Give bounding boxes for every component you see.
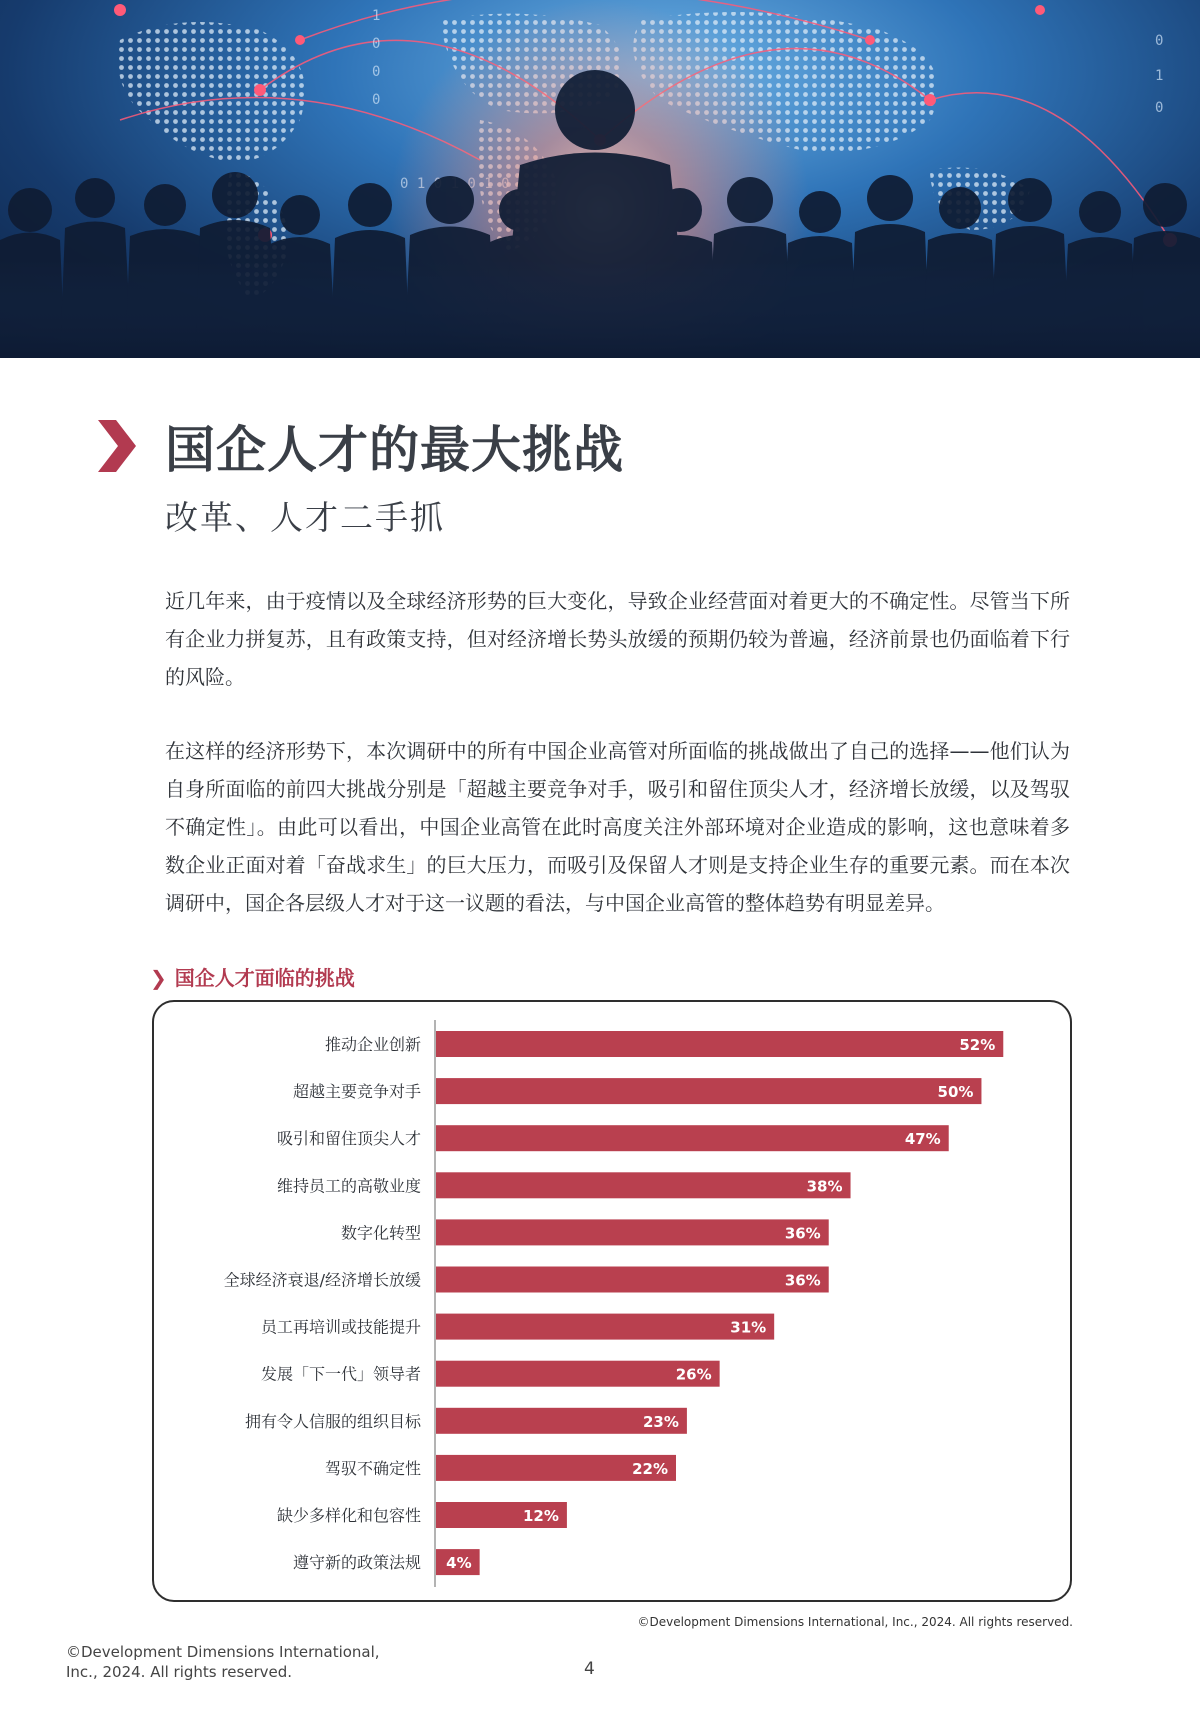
- bar: [436, 1031, 1003, 1057]
- category-label: 缺少多样化和包容性: [276, 1506, 421, 1525]
- page-number: 4: [584, 1659, 595, 1679]
- footer-copyright: ©Development Dimensions International, Inc., 2024. All rights reserved.: [66, 1643, 380, 1681]
- bar-value-label: 50%: [937, 1083, 974, 1102]
- bar-value-label: 36%: [784, 1224, 821, 1243]
- category-label: 员工再培训或技能提升: [260, 1317, 421, 1337]
- bar: [436, 1125, 949, 1151]
- svg-text:0: 0: [372, 36, 381, 52]
- bar: [436, 1314, 774, 1340]
- bar-value-label: 36%: [784, 1271, 821, 1290]
- chevron-right-icon: [96, 418, 138, 474]
- svg-text:0: 0: [372, 92, 381, 108]
- intro-paragraph: 近几年来，由于疫情以及全球经济形势的巨大变化，导致企业经营面对着更大的不确定性。尽管当下所有企业力拼复苏，且有政策支持，但对经济增长势头放缓的预期仍较为普遍，经济前景也仍面临着下行的风险。: [165, 589, 1070, 689]
- bar-value-label: 47%: [904, 1130, 941, 1149]
- bar-value-label: 22%: [632, 1459, 668, 1478]
- bar: [436, 1219, 829, 1245]
- analysis-paragraph: 在这样的经济形势下，本次调研中的所有中国企业高管对所面临的挑战做出了自己的选择——他们认为自身所面临的前四大挑战分别是「超越主要竞争对手，吸引和留住顶尖人才，经济增长放缓，以及驾驭不确定性」。由此可以看出，中国企业高管在此时高度关注外部环境对企业造成的影响，这也意味着多数企业正面对着「奋战求生」的巨大压力，而吸引及保留人才则是支持企业生存的重要元素。而在本次调研中，国企各层级人才对于这一议题的看法，与中国企业高管的整体趋势有明显差异。: [165, 739, 1070, 915]
- page-subtitle: 改革、人才二手抓: [165, 498, 445, 537]
- bar: [436, 1267, 829, 1293]
- bar: [436, 1172, 851, 1198]
- category-label: 数字化转型: [340, 1223, 421, 1243]
- bar-chart-container: [152, 1000, 1072, 1602]
- bar-value-label: 4%: [446, 1554, 472, 1573]
- category-label: 超越主要竞争对手: [292, 1082, 421, 1102]
- category-label: 遵守新的政策法规: [292, 1553, 421, 1573]
- svg-text:0: 0: [1155, 33, 1164, 49]
- bar-value-label: 38%: [806, 1177, 843, 1196]
- svg-text:0: 0: [1155, 100, 1164, 116]
- category-label: 吸引和留住顶尖人才: [276, 1129, 421, 1149]
- category-label: 推动企业创新: [324, 1035, 421, 1054]
- bar: [436, 1078, 981, 1104]
- svg-text:0: 0: [372, 64, 381, 80]
- bar-value-label: 52%: [959, 1036, 996, 1054]
- category-label: 驾驭不确定性: [324, 1458, 421, 1478]
- bar-value-label: 31%: [730, 1318, 767, 1337]
- chevron-right-icon: ❯: [150, 966, 167, 990]
- chart-title: 国企人才面临的挑战: [174, 966, 355, 990]
- category-label: 维持员工的高敬业度: [276, 1176, 421, 1196]
- page-title: 国企人才的最大挑战: [165, 421, 624, 479]
- svg-text:1: 1: [372, 8, 381, 24]
- bar-value-label: 12%: [523, 1507, 559, 1525]
- category-label: 全球经济衰退/经济增长放缓: [223, 1270, 421, 1290]
- svg-text:1: 1: [1155, 68, 1164, 84]
- hero-illustration: [0, 0, 1200, 358]
- chart-copyright: ©Development Dimensions International, Inc., 2024. All rights reserved.: [637, 1615, 1073, 1629]
- bar-value-label: 26%: [675, 1365, 712, 1384]
- category-label: 发展「下一代」领导者: [260, 1364, 421, 1384]
- category-label: 拥有令人信服的组织目标: [244, 1411, 421, 1431]
- bar-value-label: 23%: [643, 1412, 679, 1431]
- chart-heading: [150, 962, 355, 991]
- hero-banner: [0, 0, 1200, 358]
- bar-chart: [154, 1002, 1074, 1604]
